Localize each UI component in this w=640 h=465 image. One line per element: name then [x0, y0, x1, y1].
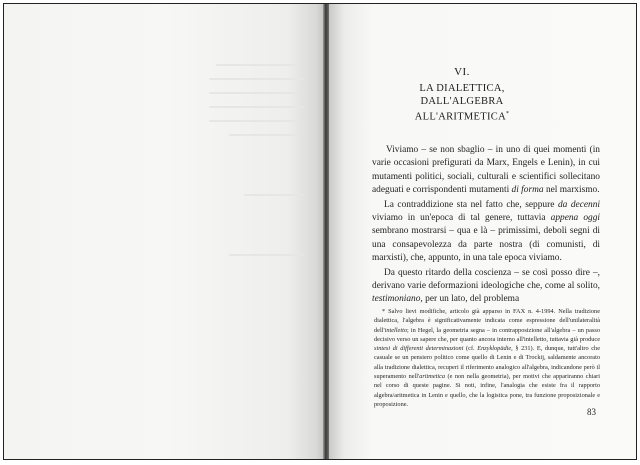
italic-run: da decenni [557, 199, 601, 210]
footnote-paragraph [374, 307, 600, 409]
chapter-title [387, 82, 537, 124]
footnote-marker: * [505, 111, 510, 117]
italic-run: sintesi di differenti determinazioni [374, 345, 464, 353]
chapter-title-line-2-text: DALL'ALGEBRA ALL'ARITMETICA [414, 96, 506, 123]
text-run: Viviamo – se non sbaglio – in uno di quei momenti (in varie occasioni prefigurati da Marx, Engels e Lenin), in cui mutamenti politici, sociali, culturali e scientifici sollecitano adeguati e corrispondenti mutamenti [372, 145, 600, 196]
italic-run: appena oggi [550, 213, 600, 224]
text-run: sembrano mostrarsi – qua e là – primissimi, deboli segni di una consapevolezza da parte nostra (di comunisti, di marxisti), che, appunto, in una tale epoca viviamo. [372, 226, 600, 264]
chapter-title-line-1: LA DIALETTICA, [419, 83, 505, 94]
text-run: Da questo ritardo della coscienza – se così posso dire –, derivano varie deformazioni ideologiche che, come al solito, [372, 267, 600, 292]
text-run: nel marxismo. [543, 185, 600, 196]
body-paragraph [372, 199, 600, 266]
italic-run: aritmetica [419, 373, 446, 381]
page-number: 83 [587, 407, 596, 417]
text-run: La contraddizione sta nel fatto che, seppure [384, 199, 558, 210]
text-run: , § 231). E, dunque, tutt'altro che casuale se un pensiero politico come quello di Lenin e di Trockij, saldamente ancorato alla tradizione dialettica, recuperi il riferimento analogico all'algebra, indicandone però il superamento nell' [374, 345, 600, 381]
chapter-title-line-2 [387, 95, 537, 124]
italic-run: Enzyklopädie [477, 345, 512, 353]
body-paragraph [372, 267, 600, 307]
text-run: viviamo in un'epoca di tal genere, tuttavia [372, 213, 551, 224]
text-run: * Salvo lievi modifiche, articolo già apparso in FAX n. 4-1994. Nella tradizione dialettica, l'algebra è significativamente indicata come espressione dell'unilateralità dell' [374, 308, 600, 334]
text-run: per un lato, del problema [422, 294, 520, 305]
book-spread [3, 3, 637, 460]
italic-run: di forma [511, 185, 544, 196]
chapter-number: VI. [454, 66, 470, 78]
body-paragraph [372, 144, 600, 198]
text-run: (e non nella geometria), per motivi che appariranno chiari nel corso di queste pagine. Si noti, infine, l'analogia che esiste fra il rapporto algebra/aritmetica in Lenin e quello, che la logistica pone, tra funzione proposizionale e proposizione. [374, 373, 600, 408]
footnote [374, 307, 600, 409]
text-run: (cf. [463, 345, 478, 353]
left-page-blank [4, 4, 326, 459]
body-text [372, 144, 600, 308]
italic-run: testimoniano, [372, 294, 423, 305]
text-run: ; in Hegel, la geometria segna – in contrapposizione all'algebra – un passo decisivo verso un sapere che, per quanto ancora interno all'intelletto, tuttavia già produce [374, 326, 600, 343]
italic-run: intelletto [384, 326, 407, 334]
